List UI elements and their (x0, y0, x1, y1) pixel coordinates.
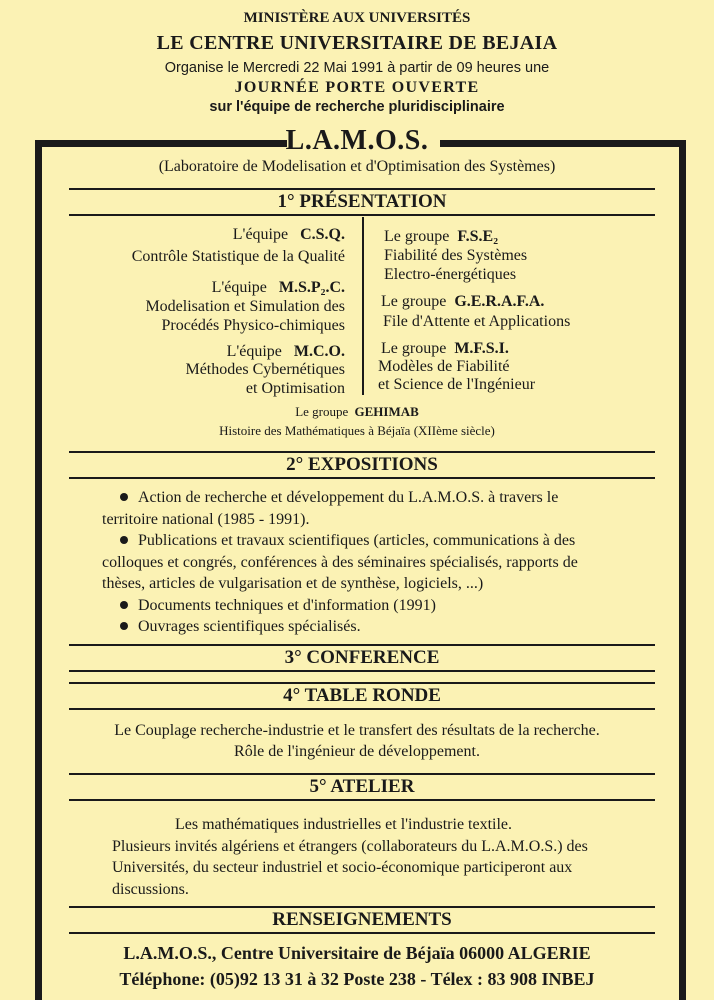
section-expositions: 2° EXPOSITIONS (69, 451, 655, 479)
team-csq-desc: Contrôle Statistique de la Qualité (131, 248, 345, 265)
sur-line: sur l'équipe de recherche pluridisciplinaire (209, 99, 505, 115)
centre-title: LE CENTRE UNIVERSITAIRE DE BEJAIA (156, 32, 558, 54)
lab-name: L.A.M.O.S. (285, 125, 429, 156)
table-ronde-line2: Rôle de l'ingénieur de développement. (234, 743, 480, 760)
team-msp-prefix: L'équipe (211, 279, 267, 296)
frame-right (679, 140, 686, 1000)
expo-item-3-text: Documents techniques et d'information (1991) (138, 596, 436, 614)
group-fse-desc2: Electro-énergétiques (384, 266, 517, 283)
organise-line: Organise le Mercredi 22 Mai 1991 à partir de 09 heures une (164, 60, 550, 76)
bullet-icon (120, 493, 128, 501)
bullet-icon (120, 622, 128, 630)
group-gehimab-prefix: Le groupe (295, 404, 349, 419)
lab-full-name: (Laboratoire de Modelisation et d'Optimisation des Systèmes) (158, 158, 556, 175)
group-gehimab (0, 404, 714, 420)
expo-item-1 (102, 487, 644, 509)
section-atelier: 5° ATELIER (69, 773, 655, 801)
ministry-line: MINISTÈRE AUX UNIVERSITÉS (243, 10, 471, 26)
group-gerafa (381, 292, 544, 312)
team-msp-desc2: Procédés Physico-chimiques (161, 317, 345, 334)
journee-title: JOURNÉE PORTE OUVERTE (234, 79, 480, 96)
team-mco-desc2: et Optimisation (245, 380, 345, 397)
group-fse-prefix: Le groupe (384, 228, 450, 245)
section-table-ronde: 4° TABLE RONDE (69, 682, 655, 710)
atelier-line1: Les mathématiques industrielles et l'industrie textile. (175, 816, 513, 833)
expo-item-1-cont: territoire national (1985 - 1991). (102, 510, 310, 528)
group-fse-code: F.S.E₂ (457, 228, 498, 245)
group-gehimab-code: GEHIMAB (354, 404, 419, 419)
section-conference: 3° CONFERENCE (69, 644, 655, 672)
expo-item-2-cont-c: thèses, articles de vulgarisation et de synthèse, logiciels, ...) (102, 575, 484, 592)
team-msp-code: M.S.P₂.C. (278, 279, 345, 296)
atelier-line4: discussions. (112, 880, 189, 898)
expositions-list (102, 487, 644, 638)
section-presentation: 1° PRÉSENTATION (69, 188, 655, 216)
expo-item-2-cont-b: colloques et congrés, conférences à des séminaires spécialisés, rapports de (102, 553, 578, 571)
group-mfsi-prefix: Le groupe (381, 340, 447, 357)
atelier-line3: Universités, du secteur industriel et socio-économique participeront aux (112, 859, 573, 876)
team-msp (60, 278, 345, 298)
team-csq (60, 225, 345, 245)
atelier-text (112, 814, 618, 900)
team-msp-desc1: Modelisation et Simulation des (145, 298, 345, 315)
team-mco-code: M.C.O. (293, 343, 345, 360)
team-mco (60, 342, 345, 362)
group-gehimab-desc: Histoire des Mathématiques à Béjaïa (XIIème siècle) (219, 423, 495, 438)
team-csq-code: C.S.Q. (300, 226, 345, 243)
contact-phone: Téléphone: (05)92 13 31 à 32 Poste 238 - Télex : 83 908 INBEJ (119, 969, 595, 989)
group-mfsi-desc1: Modèles de Fiabilité (378, 358, 510, 375)
frame-left (35, 140, 42, 1000)
group-mfsi (381, 339, 509, 359)
group-fse (384, 227, 498, 247)
team-mco-prefix: L'équipe (226, 343, 282, 360)
group-gerafa-code: G.E.R.A.F.A. (454, 293, 545, 310)
group-fse-desc1: Fiabilité des Systèmes (384, 247, 528, 264)
expo-item-4 (102, 616, 644, 638)
atelier-line2: Plusieurs invités algériens et étrangers (collaborateurs du L.A.M.O.S.) des (112, 837, 588, 855)
team-mco-desc1: Méthodes Cybernétiques (185, 361, 345, 378)
teams-divider (362, 217, 364, 395)
expo-item-4-text: Ouvrages scientifiques spécialisés. (138, 618, 361, 635)
expo-item-3 (102, 595, 644, 617)
contact-address: L.A.M.O.S., Centre Universitaire de Béjaïa 06000 ALGERIE (123, 943, 591, 963)
bullet-icon (120, 601, 128, 609)
group-mfsi-code: M.F.S.I. (454, 340, 509, 357)
section-renseignements: RENSEIGNEMENTS (69, 906, 655, 934)
expo-item-1-line-a: Action de recherche et développement du L.A.M.O.S. à travers le (138, 489, 559, 506)
group-gerafa-prefix: Le groupe (381, 293, 447, 310)
bullet-icon (120, 536, 128, 544)
group-mfsi-desc2: et Science de l'Ingénieur (378, 376, 536, 393)
expo-item-2 (102, 530, 644, 552)
group-gerafa-desc: File d'Attente et Applications (383, 313, 571, 330)
expo-item-2-line-a: Publications et travaux scientifiques (articles, communications à des (138, 532, 576, 549)
team-csq-prefix: L'équipe (232, 226, 289, 243)
table-ronde-line1: Le Couplage recherche-industrie et le transfert des résultats de la recherche. (114, 722, 600, 739)
